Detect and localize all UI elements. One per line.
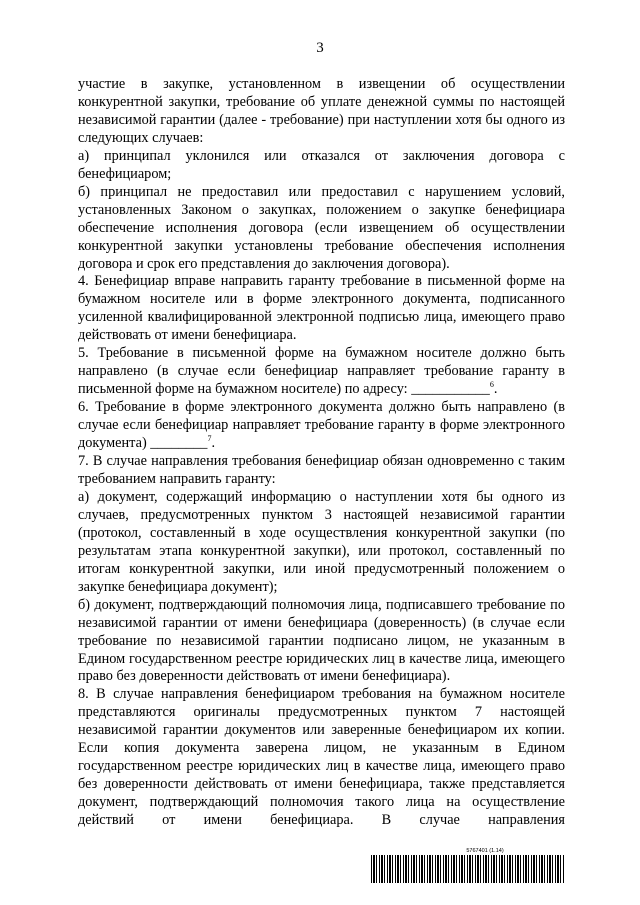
paragraph-tail: . xyxy=(211,435,216,452)
paragraph-tail: . xyxy=(493,381,498,398)
paragraph: б) принципал не предоставил или предоставил с нарушением условий, установленных Законом о закупках, положением о закупке бенефициара обеспечение исполнения договора (если извещением об осуществлении конкурентной закупки установлены требование обеспечения исполнения договора и срок его представления до заключения договора). xyxy=(78,183,565,272)
paragraph: 8. В случае направления бенефициаром требования на бумажном носителе представляются оригиналы предусмотренных пунктом 7 настоящей независимой гарантии документов или заверенные бенефициаром их копии. Если копия документа заверена лицом, не указанным в Едином государственном реестре юридических лиц в качестве лица, имеющего право без доверенности действовать от имени бенефициара, также представляется документ, подтверждающий полномочия такого лица на осуществление действий от имени бенефициара. В случае направления xyxy=(78,686,565,829)
paragraph-text: 5. Требование в письменной форме на бумажном носителе должно быть направлено (в случае если бенефициар направляет требование гаранту в письменной форме на бумажном носителе) по адресу: ___________ xyxy=(78,345,565,398)
paragraph xyxy=(78,399,565,453)
paragraph: 7. В случае направления требования бенефициар обязан одновременно с таким требованием направить гаранту: xyxy=(78,453,565,487)
document-body xyxy=(78,76,565,830)
page-number: 3 xyxy=(316,40,324,56)
paragraph xyxy=(78,345,565,399)
barcode-label: 5767401 (1.14) xyxy=(466,848,504,854)
paragraph-text: 6. Требование в форме электронного документа должно быть направлено (в случае если бенефициар направляет требование гаранту в форме электронного документа) ________ xyxy=(78,399,565,452)
paragraph: участие в закупке, установленном в извещении об осуществлении конкурентной закупки, требование об уплате денежной суммы по настоящей независимой гарантии (далее - требование) при наступлении хотя бы одного из следующих случаев: xyxy=(78,76,565,146)
footnote-ref: 7 xyxy=(207,434,212,444)
paragraph: а) принципал уклонился или отказался от заключения договора с бенефициаром; xyxy=(78,147,565,182)
paragraph: б) документ, подтверждающий полномочия лица, подписавшего требование по независимой гарантии от имени бенефициара (доверенность) (в случае если требование по независимой гарантии подписано лицом, не указанным в Едином государственном реестре юридических лиц в качестве лица, имеющего право без доверенности действовать от имени бенефициара). xyxy=(78,596,565,685)
paragraph: а) документ, содержащий информацию о наступлении хотя бы одного из случаев, предусмотренных пунктом 3 настоящей независимой гарантии (протокол, составленный в ходе осуществления конкурентной закупки (по результатам этапа конкурентной закупки), или протокол, составленный по итогам конкурентной закупки, или иной предусмотренный положением о закупке бенефициара документ); xyxy=(78,488,565,595)
footnote-ref: 6 xyxy=(489,380,494,390)
paragraph: 4. Бенефициар вправе направить гаранту требование в письменной форме на бумажном носителе или в форме электронного документа, подписанного усиленной квалифицированной электронной подписью лица, имеющего право действовать от имени бенефициара. xyxy=(78,273,565,344)
barcode-icon xyxy=(371,855,565,883)
